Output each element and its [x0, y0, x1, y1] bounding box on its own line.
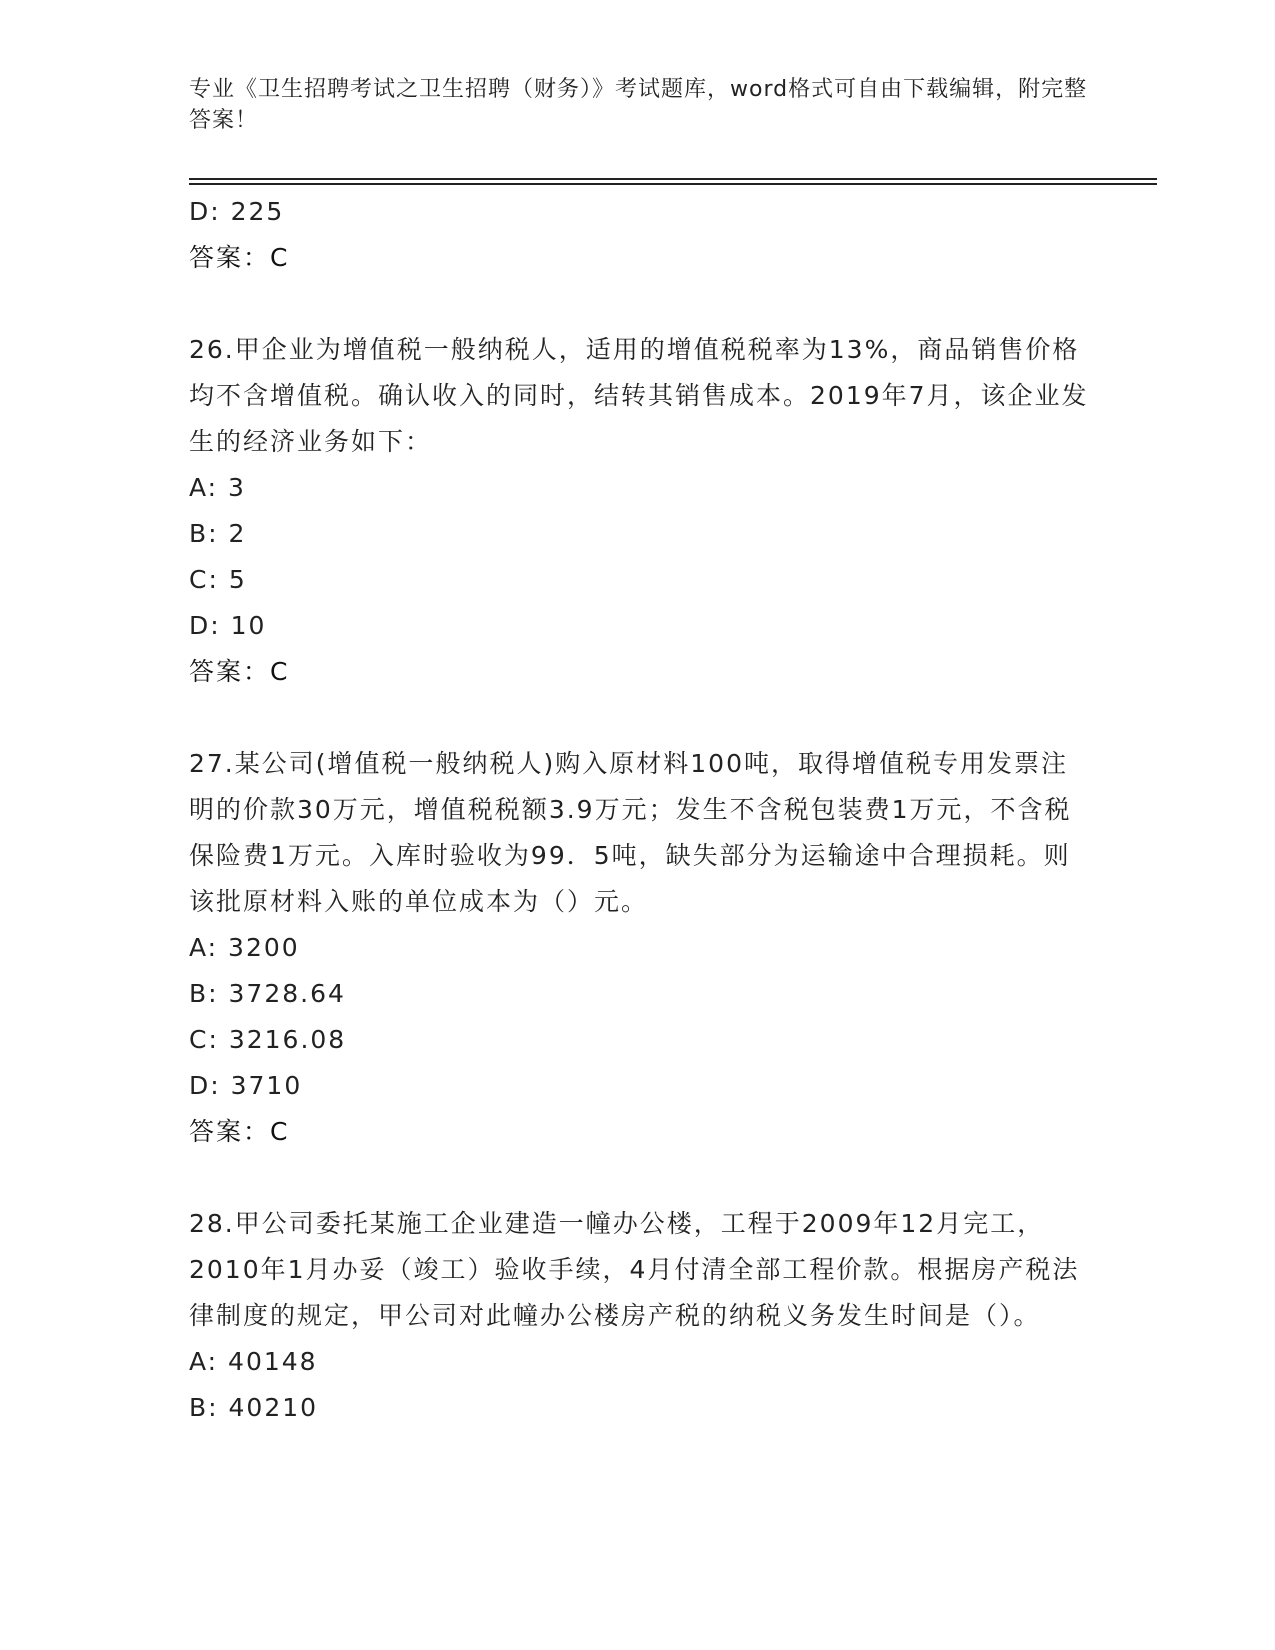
question-28 — [189, 1201, 1089, 1431]
prev-answer: 答案：C — [189, 243, 290, 272]
header-divider-top — [189, 178, 1157, 180]
answer: 答案：C — [189, 1117, 290, 1146]
option-c: C: 3216.08 — [189, 1025, 347, 1054]
question-27 — [189, 741, 1089, 1155]
option-b: B: 3728.64 — [189, 979, 346, 1008]
prev-option-d: D: 225 — [189, 197, 285, 226]
option-d: D: 10 — [189, 611, 267, 640]
option-b: B: 2 — [189, 519, 247, 548]
spacer — [189, 1155, 1089, 1201]
question-stem: 28.甲公司委托某施工企业建造一幢办公楼，工程于2009年12月完工，2010年1月办妥（竣工）验收手续，4月付清全部工程价款。根据房产税法律制度的规定，甲公司对此幢办公楼房产税的纳税义务发生时间是（）。 — [189, 1209, 1080, 1330]
spacer — [189, 281, 1089, 327]
option-b: B: 40210 — [189, 1393, 319, 1422]
question-list — [189, 189, 1089, 1431]
answer: 答案：C — [189, 657, 290, 686]
option-a: A: 3 — [189, 473, 246, 502]
option-d: D: 3710 — [189, 1071, 303, 1100]
header-divider-bottom — [189, 183, 1157, 185]
question-26 — [189, 327, 1089, 695]
question-stem: 26.甲企业为增值税一般纳税人，适用的增值税税率为13%，商品销售价格均不含增值税。确认收入的同时，结转其销售成本。2019年7月，该企业发生的经济业务如下： — [189, 335, 1089, 456]
option-a: A: 3200 — [189, 933, 300, 962]
question-stem: 27.某公司(增值税一般纳税人)购入原材料100吨，取得增值税专用发票注明的价款30万元，增值税税额3.9万元；发生不含税包装费1万元，不含税保险费1万元。入库时验收为99．5吨，缺失部分为运输途中合理损耗。则该批原材料入账的单位成本为（）元。 — [189, 749, 1072, 916]
option-a: A: 40148 — [189, 1347, 318, 1376]
document-header: 专业《卫生招聘考试之卫生招聘（财务）》考试题库，word格式可自由下载编辑，附完整答案！ — [189, 77, 1088, 133]
option-c: C: 5 — [189, 565, 247, 594]
spacer — [189, 695, 1089, 741]
